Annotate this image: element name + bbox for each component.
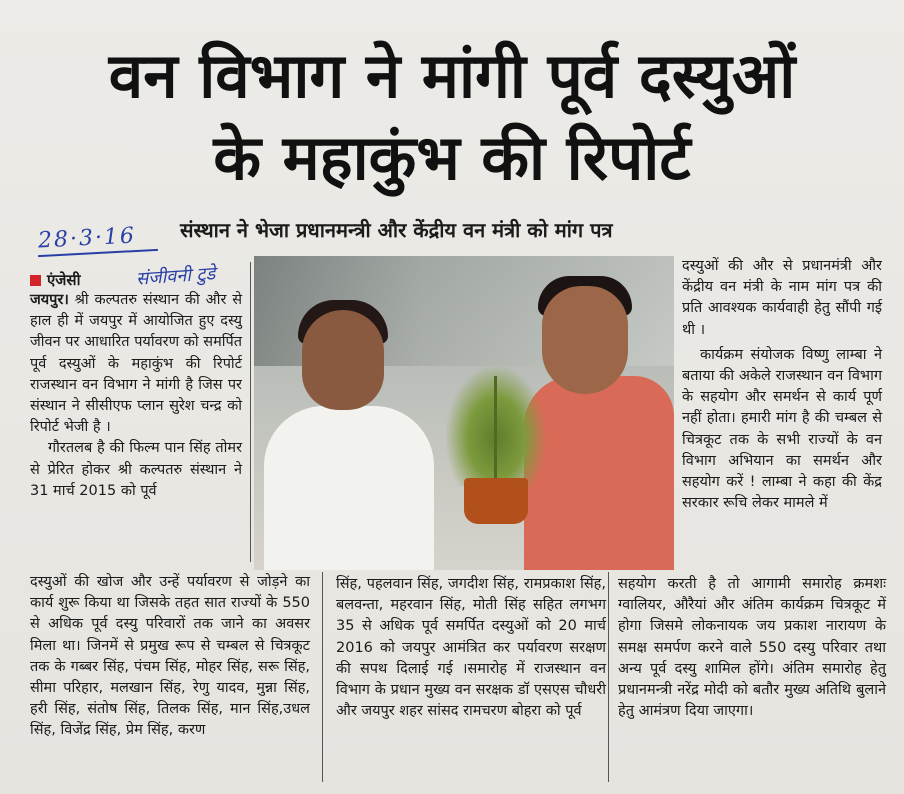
- article-paragraph: दस्युओं की और से प्रधानमंत्री और केंद्रीय वन मंत्री के नाम मांग पत्र की प्रति आवश्यक कार्यवाही हेतु सौंपी गई थी ।: [682, 258, 882, 338]
- subheadline: संस्थान ने भेजा प्रधानमन्त्री और केंद्रीय वन मंत्री को मांग पत्र: [180, 218, 613, 242]
- photo-person-man: [524, 376, 674, 570]
- article-column-left-top: [30, 290, 242, 502]
- article-column-middle: [336, 574, 606, 722]
- column-divider: [608, 572, 609, 782]
- agency-marker-icon: [30, 275, 41, 286]
- column-divider: [250, 262, 251, 562]
- agency-label: एंजेसी: [47, 271, 81, 289]
- headline-line-1: वन विभाग ने मांगी पूर्व दस्युओं: [108, 39, 796, 112]
- article-paragraph: दस्युओं की खोज और उन्हें पर्यावरण से जोड़ने का कार्य शुरू किया था जिसके तहत सात राज्यों के 550 से अधिक पूर्व दस्यु परिवारों तक जाने का अवसर मिला था। जिनमें से प्रमुख रूप से चम्बल से चित्रकूट तक के गब्बर सिंह, पंचम सिंह, मोहर सिंह, सरू सिंह, सीमा परिहार, मलखान सिंह, रेणु यादव, मुन्ना सिंह, हरी सिंह, संतोष सिंह, तिलक सिंह, मान सिंह,उधल सिंह, विजेंद्र सिंह, प्रेम सिंह, करण: [30, 574, 310, 739]
- article-column-right-top: [682, 256, 882, 514]
- photo-person-woman: [264, 406, 434, 570]
- column-divider: [322, 572, 323, 782]
- article-column-left-bottom: [30, 572, 310, 742]
- article-paragraph: जयपुर। श्री कल्पतरु संस्थान की और से हाल ही में जयपुर में आयोजित हुए दस्यु जीवन पर आधारित पर्यावरण को समर्पित पूर्व दस्युओं के महाकुंभ की रिपोर्ट राजस्थान वन विभाग ने मांगी है जिस पर संस्थान ने सीसीएफ प्लान सुरेश चन्द्र को रिपोर्ट भेजी है ।: [30, 292, 242, 436]
- headline-line-2: के महाकुंभ की रिपोर्ट: [213, 121, 691, 194]
- article-paragraph: सिंह, पहलवान सिंह, जगदीश सिंह, रामप्रकाश सिंह, बलवन्ता, महरवान सिंह, मोती सिंह सहित लगभग 35 से अधिक पूर्व समर्पित दस्युओं को 20 मार्च 2016 को जयपुर आमंत्रित कर पर्यावरण सरक्षण की सपथ दिलाई गई ।समारोह में राजस्थान वन विभाग के प्रधान मुख्य वन सरक्षक डॉ एसएस चौधरी और जयपुर शहर सांसद रामचरण बोहरा को पूर्व: [336, 576, 606, 720]
- news-photo: [254, 256, 674, 570]
- dateline: जयपुर।: [30, 292, 69, 308]
- handwritten-note: संजीवनी टुडे: [135, 263, 216, 290]
- article-paragraph: गौरतलब है की फिल्म पान सिंह तोमर से प्रेरित होकर श्री कल्पतरु संस्थान ने 31 मार्च 2015 को पूर्व: [30, 440, 242, 499]
- article-paragraph: सहयोग करती है तो आगामी समारोह क्रमशः ग्वालियर, औरैयां और अंतिम कार्यक्रम चित्रकूट में होगा जिसमे लोकनायक जय प्रकाश नारायण के समक्ष समर्पण करने वाले 550 दस्यु परिवार तथा अन्य पूर्व दस्यु शामिल होंगे। अंतिम समारोह हेतु प्रधानमन्त्री नरेंद्र मोदी को बतौर मुख्य अतिथि बुलाने हेतु आमंत्रण दिया जाएगा।: [618, 576, 886, 720]
- article-column-right-bottom: [618, 574, 886, 722]
- handwritten-date: 28·3·16: [37, 223, 137, 254]
- agency-byline: [30, 270, 80, 290]
- article-paragraph: कार्यक्रम संयोजक विष्णु लाम्बा ने बताया की अकेले राजस्थान वन विभाग के सहयोग और समर्थन से कार्य पूर्ण नहीं होता। हमारी मांग है की चम्बल से चित्रकूट तक के सभी राज्यों के वन विभाग अभियान का समर्थन और सहयोग करें ! लाम्बा ने कहा की केंद्र सरकार रूचि लेकर मामले में: [682, 346, 882, 512]
- photo-plant-pot: [464, 478, 528, 524]
